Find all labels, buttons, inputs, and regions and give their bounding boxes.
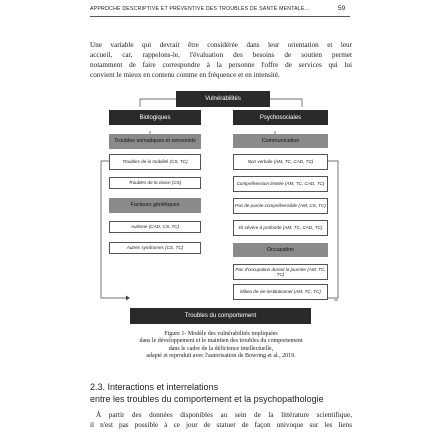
item-institutional-living: Milieu de vie institutionnel (AM, TC, TC) [233,284,328,300]
item-mobility: Troubles de la mobilité (CS, TC) [109,154,201,170]
caption-line: Figure 1- Modèle des vulnérabilités impliquées [164,331,278,337]
intro-line: Une variable qui devrait être considérée dans leur orientation et leur [90,41,352,49]
outcome-behavior-problems: Troubles du comportement [130,308,311,324]
item-autism: Autisme (CAD, CS, TC) [109,221,201,233]
caption-line: adapté et reproduit avec l'autorisation de Bowring et al., 2019. [146,353,296,360]
item-nonverbal: Non verbale (AM, TC, CAD, TC) [233,154,328,170]
header-biological: Biologiques [109,110,201,125]
figure-caption [95,331,347,361]
body-line: il n'est pas possible à ce jour de statuer de façon univoque sur les liens [90,421,352,429]
running-header: APPROCHE DESCRIPTIVE ET PRÉVENTIVE DES TROUBLES DE SANTÉ MENTALE... [90,6,310,12]
item-no-day-occupation: Pas d'occupation durant la journée (AM, TC, TC) [233,264,328,280]
item-vision: Troubles de la vision (CS) [109,177,201,189]
item-other-syndromes: Autres syndromes (CS, TC) [109,242,201,254]
root-vulnerabilities: Vulnérabilités [176,91,270,107]
section-heading [90,382,324,405]
group-somatic-sensory: Troubles somatiques et sensoriels [109,134,201,149]
body-line: À partir des données disponibles au sein de la littérature scientifique, [96,411,352,419]
section-heading-line1: 2.3. Interactions et interrelations [90,382,219,392]
caption-line: dans le cadre de la déficience intellectuelle, [168,345,274,352]
group-genetic: Facteurs génétiques [109,198,201,213]
section-heading-line2: entre les troubles du comportement et la psychopathologie [90,393,324,404]
intro-line: convient le mieux en contenu comme en fréquence et en intensité. [90,71,280,79]
group-communication: Communication [233,134,328,148]
intro-line: accueil, car, rappelons-le, l'évaluation des besoins de soutien permet [90,51,352,59]
item-no-speech: Pas de parole compréhensible (AM, CS, TC) [233,198,328,214]
item-limited-comprehension: Compréhension limitée (AM, TC, CAD, TC) [233,176,328,192]
page-number: 59 [338,5,346,12]
item-severe-di: DI sévère à profonde (AM, TC, CAD, TC) [233,220,328,236]
group-occupation: Occupation [233,243,328,257]
intro-line: notamment de faire correspondre à la personne l'offre de services qui lui [90,61,352,69]
caption-line: dans le développement et le maintien des troubles du comportement [139,338,303,345]
header-psychosocial: Psychosociales [233,110,328,125]
body-paragraph [90,410,352,430]
